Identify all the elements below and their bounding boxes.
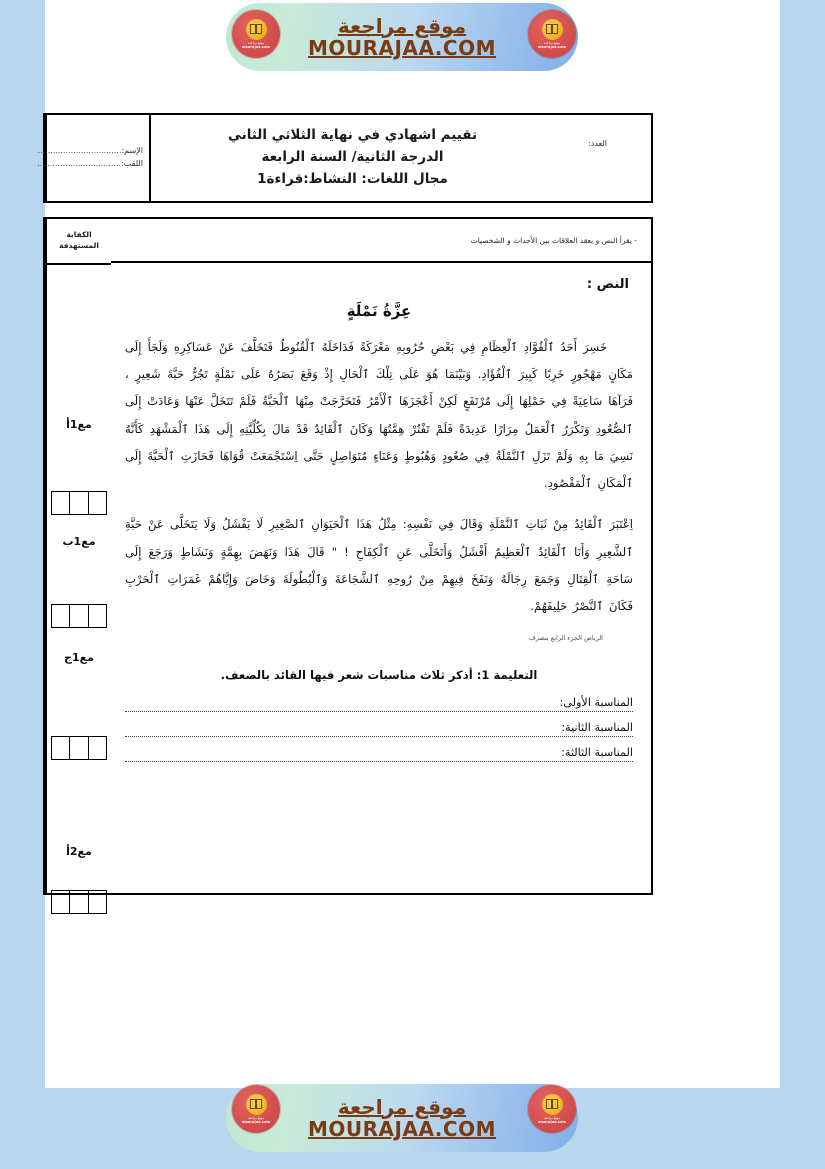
answer-row-3 [125,746,633,762]
exam-title-line-1: تقييم اشهادي في نهاية الثلاثي الثاني [227,127,478,144]
student-name-label: الإسم: [121,146,143,156]
score-cell[interactable] [52,737,69,759]
student-surname-dots: ................................. [37,159,122,168]
logo-url-label: mourajaa.com [537,45,567,50]
watermark-banner-bottom [226,1084,578,1152]
book-emblem-icon [542,1094,563,1115]
student-name-field [37,145,143,158]
competency-header-line-2: المستهدفة [59,241,99,250]
book-emblem-icon [542,19,563,40]
score-cell[interactable] [88,891,106,913]
passage-paragraph-1: خَسِرَ أَحَدُ ٱلْقُوَّادِ ٱلْعِظَامِ فِي بَعْضِ حُرُوبِهِ مَعْرَكَةً فَدَاخَلَهُ ٱلْقُنُوطُ فَتَخَلَّفَ عَنْ عَسَاكِرِهِ وَلَجَأَ إِلَى مَكَانٍ مَهْجُورٍ خَرِبًا كَبِيرَ ٱلْفُؤَادِ. وَبَيْنَمَا هُوَ عَلَى تِلْكَ ٱلْحَالِ إِذْ وَقَعَ بَصَرُهُ عَلَى نَمْلَةٍ تَجُرُّ حَبَّةَ شَعِيرٍ ، فَرَآهَا سَاعِيَةً فِي حَمْلِهَا إِلَى مُرْتَفَعٍ لَكِنْ أَعْجَزَهَا ٱلْأَمْرُ فَتَخَرَّجَتْ مِنْهَا ٱلْحَبَّةُ فَلَمْ تَتَخَلَّ عَنْهَا وَعَادَتْ إِلَى ٱلصُّعُودِ وَتَكْرَرُ ٱلْعَمَلُ مِرَارًا عَدِيدَةً فَلَمْ تَفْتُرْ هِمَّتُهَا وَكَانَ ٱلْقَائِدُ قَدْ مَالَ بِكُلِّيَّتِهِ إِلَى هَذَا ٱلْمَشْهَدِ كَأَنَّهُ نَسِيَ مَا بِهِ وَلَمْ تَزَلِ ٱلنَّمْلَةُ فِي صُعُودٍ وَهُبُوطٍ وَعَنَاءٍ مُتَوَاصِلٍ حَتَّى اِسْتَجْمَعَتْ قُوَاهَا فَحَازَتِ ٱلْحَبَّةَ إِلَى ٱلْمَكَانِ ٱلْمَقْصُودِ. [125,340,633,491]
competency-statement-row [111,219,651,263]
score-cell[interactable] [88,605,106,627]
exercise-instruction-1: التعليمة 1: أذكر ثلاث مناسبات شعر فيها القائد بالضعف. [220,668,538,683]
score-cell [554,115,651,201]
score-cell[interactable] [52,492,69,514]
exercise-section [125,668,633,762]
score-label: العدد: [588,139,607,148]
logo-url-label: mourajaa.com [241,45,271,50]
student-surname-field [37,158,143,171]
answer-row-2 [125,721,633,737]
passage-source-attribution: الرياض الجزء الرابع بتصرف [528,634,603,643]
book-pages-icon [546,1099,558,1109]
passage-paragraph-2: اِعْتَبَرَ ٱلْقَائِدُ مِنْ ثَبَاتِ ٱلنَّمْلَةِ وَقَالَ فِي نَفْسِهِ: مِثْلُ هَذَا ٱلْحَيَوَانِ ٱلصَّغِيرِ لَا يَفْشَلُ وَلَا يَتَخَلَّى عَنْ حَبَّةِ ٱلشَّعِيرِ وَأَنَا ٱلْقَائِدُ ٱلْعَظِيمُ أَفْشَلُ وَأَتَخَلَّى عَنِ ٱلْكِفَاحِ ! " قَالَ هَذَا وَنَهَضَ بِهِمَّةٍ وَنَشَاطٍ وَرَجَعَ إِلَى سَاحَةِ ٱلْقِتَالِ وَجَمَعَ رِجَالَهُ وَنَفَخَ فِيهِمْ مِنْ رُوحِهِ ٱلشَّجَاعَةَ وَٱلْبُطُولَةَ وَخَاضَ وَإِيَّاهُمْ غَمَرَاتِ ٱلْحَرْبِ فَكَانَ ٱلنَّصْرُ حَلِيفَهُمْ. [125,517,633,614]
competency-marker-1c: مع1ج [64,651,94,664]
score-cell[interactable] [52,605,69,627]
book-emblem-icon [246,19,267,40]
exam-title-line-3: مجال اللغات: النشاط:قراءة1 [257,170,448,187]
reading-passage-section [111,263,651,762]
site-logo-icon [232,10,280,58]
site-logo-icon [232,1085,280,1133]
book-pages-icon [250,1099,262,1109]
exam-title-line-2: الدرجة الثانية/ السنة الرابعة [261,149,444,166]
logo-arabic-label: موقع مراجعة [247,1115,265,1120]
passage-title: عِزَّةُ نَمْلَةٍ [346,302,412,320]
score-box-2a[interactable] [51,890,107,914]
student-surname-label: اللقب: [121,159,143,168]
answer-writing-line-2[interactable] [125,735,633,737]
competency-marker-1b: مع1ب [62,535,96,548]
book-pages-icon [250,24,262,34]
book-emblem-icon [246,1094,267,1115]
competency-marker-2a: مع2أ [66,845,92,858]
watermark-site-url: MOURAJAA.COM [308,1116,496,1141]
logo-arabic-label: موقع مراجعة [543,40,561,45]
answer-writing-line-3[interactable] [125,760,633,762]
answer-writing-line-1[interactable] [125,710,633,712]
exam-title-cell [149,115,554,201]
score-box-1b[interactable] [51,604,107,628]
score-cell[interactable] [69,737,87,759]
content-column [111,219,651,893]
competency-statement-text: - يقرأ النص و يعقد العلاقات بين الأحداث و الشخصيات [470,235,637,245]
competency-header-line-1: الكفاية [66,230,92,240]
score-cell[interactable] [52,891,69,913]
site-logo-icon [528,1085,576,1133]
logo-arabic-label: موقع مراجعة [543,1115,561,1120]
score-cell[interactable] [69,605,87,627]
score-cell[interactable] [69,891,87,913]
student-identity-cell [37,115,149,201]
student-name-dots: ................................. [37,146,122,156]
score-cell[interactable] [88,492,106,514]
watermark-arabic-text: موقع مراجعة [337,1094,467,1119]
exam-header-table [37,113,653,203]
site-logo-icon [528,10,576,58]
answer-label-1: المناسبة الأولى: [559,696,633,710]
answer-label-3: المناسبة الثالثة: [561,746,633,760]
exam-body-table [43,217,653,895]
competency-marker-1a: مع1أ [66,418,92,431]
book-pages-icon [546,24,558,34]
competency-header [47,219,111,265]
score-cell[interactable] [88,737,106,759]
score-box-1a[interactable] [51,491,107,515]
competency-markers-area [47,265,111,895]
logo-arabic-label: موقع مراجعة [247,40,265,45]
logo-url-label: mourajaa.com [241,1120,271,1125]
score-box-1c[interactable] [51,736,107,760]
score-cell[interactable] [69,492,87,514]
passage-label: النص : [586,277,629,292]
watermark-arabic-text: موقع مراجعة [337,13,467,38]
watermark-site-url: MOURAJAA.COM [308,35,496,60]
competency-column [45,219,111,893]
logo-url-label: mourajaa.com [537,1120,567,1125]
answer-label-2: المناسبة الثانية: [561,721,633,735]
answer-row-1 [125,696,633,712]
